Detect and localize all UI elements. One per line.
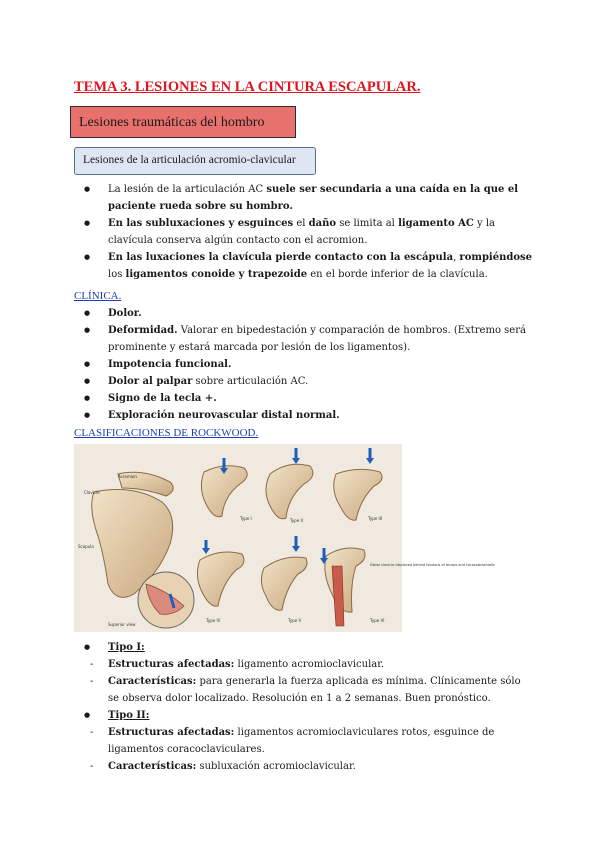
clinica-item: ● Dolor al palpar sobre articulación AC. [74,373,534,390]
label-type-5: Type V [288,618,302,623]
type-4-drawing [197,540,244,606]
type-2-drawing [266,448,313,519]
label-type-6-note: Distal clavicle displaced behind tendons of biceps and coracobrachialis [370,563,495,567]
page-title: TEMA 3. LESIONES EN LA CINTURA ESCAPULAR. [74,79,421,95]
rockwood-heading[interactable]: CLASIFICACIONES DE ROCKWOOD. [74,427,259,439]
intro-item-2: ● En las subluxaciones y esguinces el daño se limita al ligamento AC y la clavícula conserva algún contacto con el acromion. [74,215,534,249]
clinica-list [74,305,534,424]
clinica-item: ● Dolor. [74,305,534,322]
label-type-6: Type VI [370,618,385,623]
type-1-title: ● Tipo I: [74,639,534,656]
type-2-title: ● Tipo II: [74,707,534,724]
subsection-box: Lesiones de la articulación acromio-clavicular [74,147,316,175]
label-acromion: Acromion [118,474,137,479]
type-2-structures: - Estructuras afectadas: ligamentos acromioclaviculares rotos, esguince de ligamentos coracoclaviculares. [74,724,534,758]
label-type-2: Type II [290,518,303,523]
label-superior-view: Superior view [108,622,136,627]
section-box: Lesiones traumáticas del hombro [70,106,296,138]
rockwood-illustration [74,444,495,632]
clinica-item: ● Signo de la tecla +. [74,390,534,407]
type-6-drawing [320,548,365,626]
superior-view-inset [138,572,194,628]
type-5-drawing [261,536,307,610]
type-1-drawing [201,458,247,517]
type-2-characteristics: - Características: subluxación acromioclavicular. [74,758,534,775]
label-scapula: Scapula [78,544,94,549]
clinica-item: ● Exploración neurovascular distal normal. [74,407,534,424]
type-3-drawing [334,448,382,520]
clinica-item: ● Impotencia funcional. [74,356,534,373]
intro-item-3: ● En las luxaciones la clavícula pierde contacto con la escápula, rompiéndose los ligamentos conoide y trapezoide en el borde inferior de la clavícula. [74,249,534,283]
label-type-4: Type IV [206,618,221,623]
rockwood-figure [74,444,495,632]
intro-item-1: ● La lesión de la articulación AC suele ser secundaria a una caída en la que el paciente rueda sobre su hombro. [74,181,534,215]
type-1-characteristics: - Características: para generarla la fuerza aplicada es mínima. Clínicamente sólo se observa dolor localizado. Resolución en 1 a 2 semanas. Buen pronóstico. [74,673,534,707]
clinica-item: ● Deformidad. Valorar en bipedestación y comparación de hombros. (Extremo será prominente y estará marcada por lesión de los ligamentos). [74,322,534,356]
types-list [74,639,534,775]
label-clavicle: Clavicle [84,490,100,495]
clinica-heading[interactable]: CLÍNICA. [74,290,122,302]
label-type-1: Type I [240,516,252,521]
intro-list [74,181,534,283]
type-1-structures: - Estructuras afectadas: ligamento acromioclavicular. [74,656,534,673]
label-type-3: Type III [368,516,382,521]
